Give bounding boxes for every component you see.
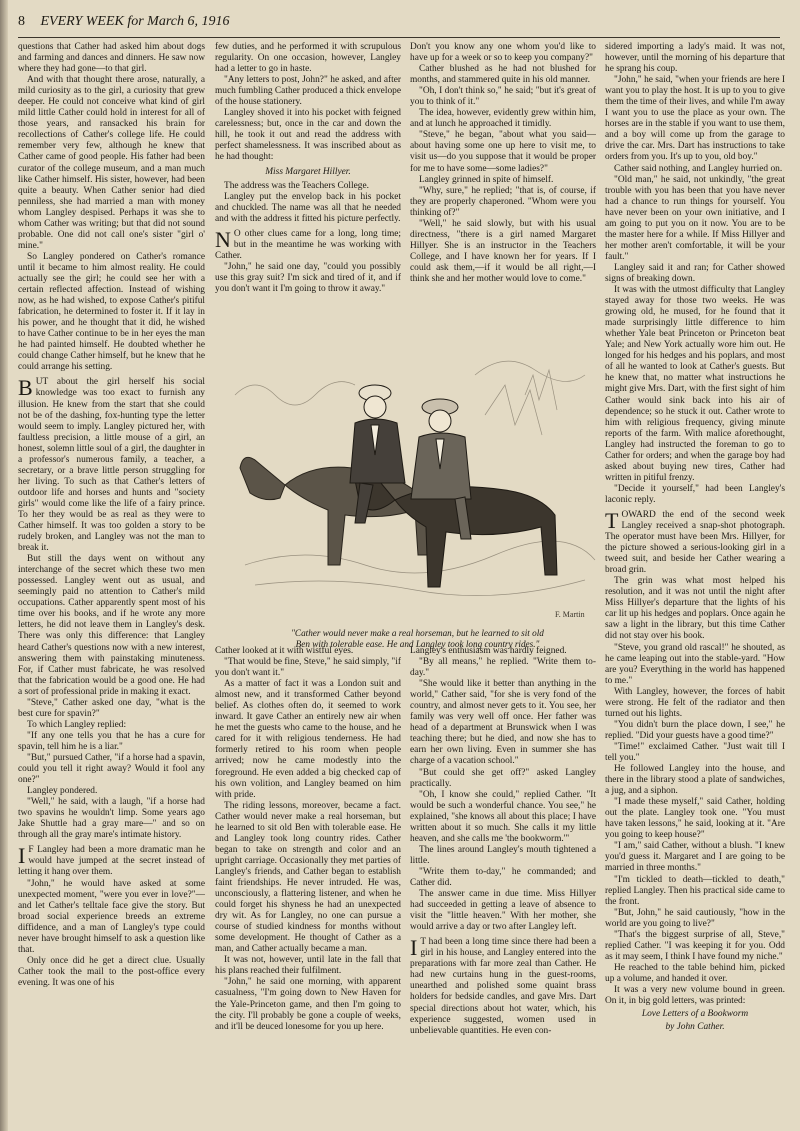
- paragraph: "By all means," he replied. "Write them to-day.": [410, 657, 596, 679]
- paragraph: "I'm tickled to death—tickled to death," replied Langley. Then his practical side came to the front.: [605, 874, 785, 907]
- paragraph: "But could she get off?" asked Langley practically.: [410, 767, 596, 789]
- paragraph: "Decide it yourself," had been Langley's laconic reply.: [605, 483, 785, 505]
- page-number: 8: [18, 14, 25, 29]
- column-3-top: [410, 42, 596, 327]
- column-2-bottom: [215, 646, 401, 1120]
- paragraph: Langley's enthusiasm was hardly feigned.: [410, 646, 567, 656]
- paragraph: sidered importing a lady's maid. It was not, however, until the morning of his departure that he sprang his coup.: [605, 42, 785, 75]
- page-edge-shadow: [0, 0, 8, 1131]
- paragraph: questions that Cather had asked him about dogs and farming and dances and dinners. He saw now where they had gone—to that girl.: [18, 42, 205, 75]
- header-rule: [18, 37, 780, 38]
- paragraph: few duties, and he performed it with scrupulous regularity. On one occasion, however, Langley had a letter to go in haste.: [215, 42, 401, 75]
- paragraph-with-drop-cap: BUT about the girl herself his social knowledge was too exact to furnish any illusion. He knew from the start that she could not be of the dashing, fox-hunting type the letter would seem to imply. Langley pictured her, with faultless precision, a little mouse of a girl, an honest, solemn little soul of a girl, the daughter in a professor's numerous family, a teacher, a secretary, or a brave little person struggling for her living. To such as that Cather's letters of outdoor life and horses and hunts and "society girls" would come like the life of a fairy prince. To her they would be as real as they were to Cather himself. It was too golden a story to be rudely broken, and Langley was not the man to break it.: [18, 375, 205, 554]
- paragraph: Langley pondered.: [27, 786, 98, 797]
- drop-cap: N: [215, 226, 231, 252]
- paragraph: Langley put the envelop back in his pocket and chuckled. The name was all that he needed and with the address it fitted his picture perfectly.: [215, 191, 401, 224]
- paragraph: Cather said nothing, and Langley hurried on.: [614, 163, 783, 174]
- paragraph: Langley said it and ran; for Cather showed signs of breaking down.: [605, 262, 785, 284]
- paragraph: He followed Langley into the house, and there in the library stood a plate of sandwiches, a jug, and a siphon.: [605, 764, 785, 797]
- paragraph: "Time!" exclaimed Cather. "Just wait till I tell you.": [605, 741, 785, 763]
- paragraph: As a matter of fact it was a London suit and almost new, and it transformed Cather beyond belief. As clothes often do, it seemed to work inward. It gave Cather an entirely new air when he met the guests who came to the house, and he cared for it with religious tenderness. He had formerly retired to his room when people arrived; now he came modestly into the foreground. He even added a big checked cap of his own volition, and Langley beamed on him with pride.: [215, 679, 401, 800]
- paragraph: Cather looked at it with wistful eyes.: [215, 646, 354, 656]
- paragraph-with-drop-cap: N O other clues came for a long, long time; but in the meantime he was working with Cather.: [215, 226, 401, 261]
- paragraph: The riding lessons, moreover, became a fact. Cather would never make a real horseman, but he learned to sit old Ben with tolerable ease. He and Langley took long country rides. Cather began to take on strength and color and an upright carriage. Occasionally they met parties of Langley's friends, and Cather began to establish faint friendships. He never intruded. He was, unconsciously, a flattering listener, and when he could forget his shyness he had an unexpected dry wit. As for Langley, no one can pursue a course of studied kindness for months without some development. He thought of Cather as a man, and Cather actually became a man.: [215, 800, 401, 955]
- paragraph: "But," pursued Cather, "if a horse had a spavin, could you tell it right away? Would it fool any one?": [18, 753, 205, 786]
- paragraph: Langley grinned in spite of himself.: [419, 174, 554, 185]
- paragraph: The grin was what most helped his resolution, and it was not until the night after Miss Hillyer's departure that the lights of his car lit up his hedges and poplars. Once again he saw a light in the library, but this time Cather did not stay over his book.: [605, 576, 785, 642]
- drop-cap: I: [410, 935, 418, 961]
- paragraph: "Any letters to post, John?" he asked, and after much fumbling Cather produced a thick envelope of the house stationery.: [215, 75, 401, 108]
- paragraph: "She would like it better than anything in the world," Cather said, "for she is very fond of the country, and almost never gets to it. You see, her family was very well off once. Her father was head of a department at Brunswick when I was teaching there; but he died, and now she has to earn her own living. Even in summer she has charge of a vacation school.": [410, 679, 596, 767]
- paragraph-with-drop-cap: I F Langley had been a more dramatic man he would have jumped at the secret instead of letting it hang over them.: [18, 843, 205, 878]
- paragraph: "But, John," he said cautiously, "how in the world are you going to live?": [605, 907, 785, 929]
- paragraph: "Well," he said, with a laugh, "if a horse had two spavins he wouldn't limp. Some years ago Jake Shuttle had a gray mare—" and so on through all the gray mare's intimate history.: [18, 797, 205, 841]
- paragraph: "If any one tells you that he has a cure for spavin, tell him he is a liar.": [18, 730, 205, 752]
- book-author: by John Cather.: [665, 1022, 725, 1033]
- paragraph: The answer came in due time. Miss Hillyer had succeeded in getting a leave of absence to visit the "little heaven." With her mother, she would arrive a day or two after Langley left.: [410, 889, 596, 933]
- paragraph: The idea, however, evidently grew within him, and at lunch he approached it timidly.: [410, 108, 596, 130]
- paragraph: The lines around Langley's mouth tightened a little.: [410, 844, 596, 866]
- paragraph: It was not, however, until late in the fall that his plans reached their fulfilment.: [215, 955, 401, 977]
- paragraph: "That would be fine, Steve," he said simply, "if you don't want it.": [215, 657, 401, 679]
- paragraph: "Steve, you grand old rascal!" he shouted, as he came leaping out into the stable-yard. "How are you? Everything in the world has happened to me.": [605, 642, 785, 686]
- paragraph: And with that thought there arose, naturally, a mild curiosity as to the girl, a curiosity that grew deeper. He could not conceive what kind of girl mild little Cather could hold in interest for all of those years, and ransacked his brain for recollections of Cather's college life. He could remember very few, although he knew that Cather came of good people. His father had been curator of the college museum, and a man much like Cather himself. His sister, however, had been quite a beauty. When Cather senior had died penniless, she had married a man with money whom Langley despised. Perhaps it was she to whom Cather was writing; but that did not sound probable. One did not call one's sister "girl o' mine.": [18, 75, 205, 251]
- paragraph: "That's the biggest surprise of all, Steve," replied Cather. "I was keeping it for you. Odd as it may seem, I think I have found my niche.": [605, 929, 785, 962]
- letter-address: Miss Margaret Hillyer.: [265, 166, 351, 177]
- paragraph: "Oh, I don't think so," he said; "but it's great of you to think of it.": [410, 86, 596, 108]
- paragraph: "John," he said one day, "could you possibly use this gray suit? I'm sick and tired of it, and if you don't want it I'm going to throw it away.": [215, 261, 401, 294]
- paragraph: Cather blushed as he had not blushed for months, and stammered quite in his old manner.: [410, 64, 596, 86]
- paragraph: "Why, sure," he replied; "that is, of course, if they are properly chaperoned. "Whom were you thinking of?": [410, 185, 596, 218]
- drop-cap: T: [605, 507, 619, 533]
- paragraph: "John," he said, "when your friends are here I want you to play the host. It is up to you to give them the time of their lives, and while I'm away I want you to use the place as your own. The horses are in the stable if you want to use them, and a boy will come up from the garage to drive the car. Mrs. Dart has instructions to take orders from you. It's up to you, old boy.": [605, 75, 785, 163]
- paragraph: "Oh, I know she could," replied Cather. "It would be such a wonderful chance. You see," he explained, "she knows all about this place; I have written about it so much. She calls it my little heaven, and she calls me 'the bookworm.'": [410, 789, 596, 844]
- caption-line: Ben with tolerable ease. He and Langley took long country rides.": [295, 639, 540, 649]
- running-header: [18, 14, 780, 38]
- paragraph: The address was the Teachers College.: [224, 180, 369, 191]
- artist-signature: F. Martin: [555, 610, 585, 619]
- drop-cap: I: [18, 843, 26, 869]
- paragraph: "Well," he said slowly, but with his usual directness, "there is a girl named Margaret Hillyer. She is an instructor in the Teachers College, and I have known her for years. If I could ask them,—if it would be all right,—I think she and her mother would love to come.": [410, 218, 596, 284]
- column-2-top: [215, 42, 401, 327]
- book-title: Love Letters of a Bookworm: [641, 1009, 749, 1020]
- horsemen-illustration: [225, 335, 605, 625]
- paragraph: It was with the utmost difficulty that Langley stayed away for those two weeks. He was growing old, he mused, for he found that it made surprisingly little difference to him whether Yale beat Princeton or Princeton beat Yale; and New York actually wore him out. He longed for his hedges and his poplars, and most of all he wanted to look at Cather's guests. But he knew that, no matter what instructions he might give Mrs. Dart, with the first sight of him Cather would sink back into his air of dependence; so he stuck it out. Cather wrote to him with religious frequency, giving minute reports of the farm. With malice aforethought, Langley had instructed the foreman to go to Cather for orders; and when the garage boy had asked about buying new tires, Cather had written in pitiful frenzy.: [605, 285, 785, 483]
- paragraph: "I made these myself," said Cather, holding out the plate. Langley took one. "You must have taken lessons," he said, looking at it. "Are you going to keep house?": [605, 797, 785, 841]
- running-title: EVERY WEEK for March 6, 1916: [40, 14, 230, 29]
- paragraph: It was a very new volume bound in green. On it, in big gold letters, was printed:: [605, 984, 785, 1007]
- paragraph: "Old man," he said, not unkindly, "the great trouble with you has been that you have never had a chance to run things for yourself. You have never been on your own initiative, and I am going to put you on it now. You are to be the master here for a while. If Miss Hillyer and her mother aren't comfortable, it will be your fault.": [605, 174, 785, 262]
- paragraph: Only once did he get a direct clue. Usually Cather took the mail to the post-office every evening. It was one of his: [18, 955, 205, 988]
- paragraph: "Steve," he began, "about what you said—about having some one up here to visit me, to visit us—do you suppose that it would be proper for me to have some—some ladies?": [410, 130, 596, 174]
- paragraph: With Langley, however, the forces of habit were strong. He felt of the radiator and then turned out his lights.: [605, 686, 785, 719]
- paragraph: He reached to the table behind him, picked up a volume, and handed it over.: [605, 962, 785, 984]
- paragraph: "You didn't burn the place down, I see," he replied. "Did your guests have a good time?": [605, 719, 785, 741]
- column-3-bottom: [410, 646, 596, 1120]
- paragraph: So Langley pondered on Cather's romance until it became to him almost reality. He could actually see the girl; he could see her with a certain reflected affection. Instead of wishing now, as he had wished, to expose Cather's pitiful fabrication, he determined to foster it. If it lay in his power, and he thought that it did, he wished to have Cather continue to be in her eyes the man he had painted himself. He doubted whether he could change Cather himself, but he knew that he could arrange his setting.: [18, 251, 205, 373]
- paragraph: But still the days went on without any interchange of the secret which these two men possessed. Langley went out as usual, and seemingly paid no attention to Cather's mild occupations. Cather apparently spent most of his time over his books, and if he wrote any more letters, he did not leave them in Langley's desk. There was only this difference: that Langley heard Cather's questions now with a new interest, answering them with painstaking minuteness. For, if Cather must fabricate, he was resolved that the fabrication would be a good one. He had a sort of professional pride in making it exact.: [18, 554, 205, 697]
- paragraph-with-drop-cap: TOWARD the end of the second week Langley received a snap-shot photograph. The operator must have been Mrs. Hillyer, for the picture showed a serious-looking girl in a tweed suit, and beside her Cather wearing a broad grin.: [605, 507, 785, 576]
- paragraph: "John," he said one morning, with apparent casualness, "I'm going down to New Haven for the Yale-Princeton game, and then I'm going to the city. I'll probably be gone a couple of weeks, and it'll be deuced lonesome for you up here.: [215, 977, 401, 1032]
- column-4: [605, 42, 785, 1120]
- column-1: [18, 42, 205, 1120]
- paragraph: "Write them to-day," he commanded; and Cather did.: [410, 866, 596, 888]
- paragraph: Don't you know any one whom you'd like to have up for a week or so to keep you company?": [410, 42, 596, 64]
- paragraph: "I am," said Cather, without a blush. "I knew you'd guess it. Margaret and I are going to be married in three months.": [605, 841, 785, 874]
- drop-cap: B: [18, 375, 33, 401]
- caption-line: "Cather would never make a real horseman, but he learned to sit old: [291, 628, 544, 638]
- paragraph: Langley shoved it into his pocket with feigned carelessness; but, once in the car and down the hill, he took it out and read the address with perfect shamelessness. It was inscribed about as he had thought:: [215, 108, 401, 163]
- paragraph: To which Langley replied:: [27, 719, 127, 730]
- paragraph-with-drop-cap: I T had been a long time since there had been a girl in his house, and Langley entered into the preparations with far more zeal than Cather. He had new curtains hung in the guest-rooms, unearthed and polished some quaint brass holders for bedside candles, and gave Mrs. Dart special directions about hot water, which, his experience suggested, women used in unbelievable quantities. He even con-: [410, 935, 596, 1036]
- paragraph: "John," he would have asked at some unexpected moment, "were you ever in love?"—and let Cather's telltale face give the story. But broad social experience breeds an extreme diffidence, and a man of Langley's type could never have brought himself to ask a question like that.: [18, 878, 205, 955]
- paragraph: "Steve," Cather asked one day, "what is the best cure for spavin?": [18, 697, 205, 719]
